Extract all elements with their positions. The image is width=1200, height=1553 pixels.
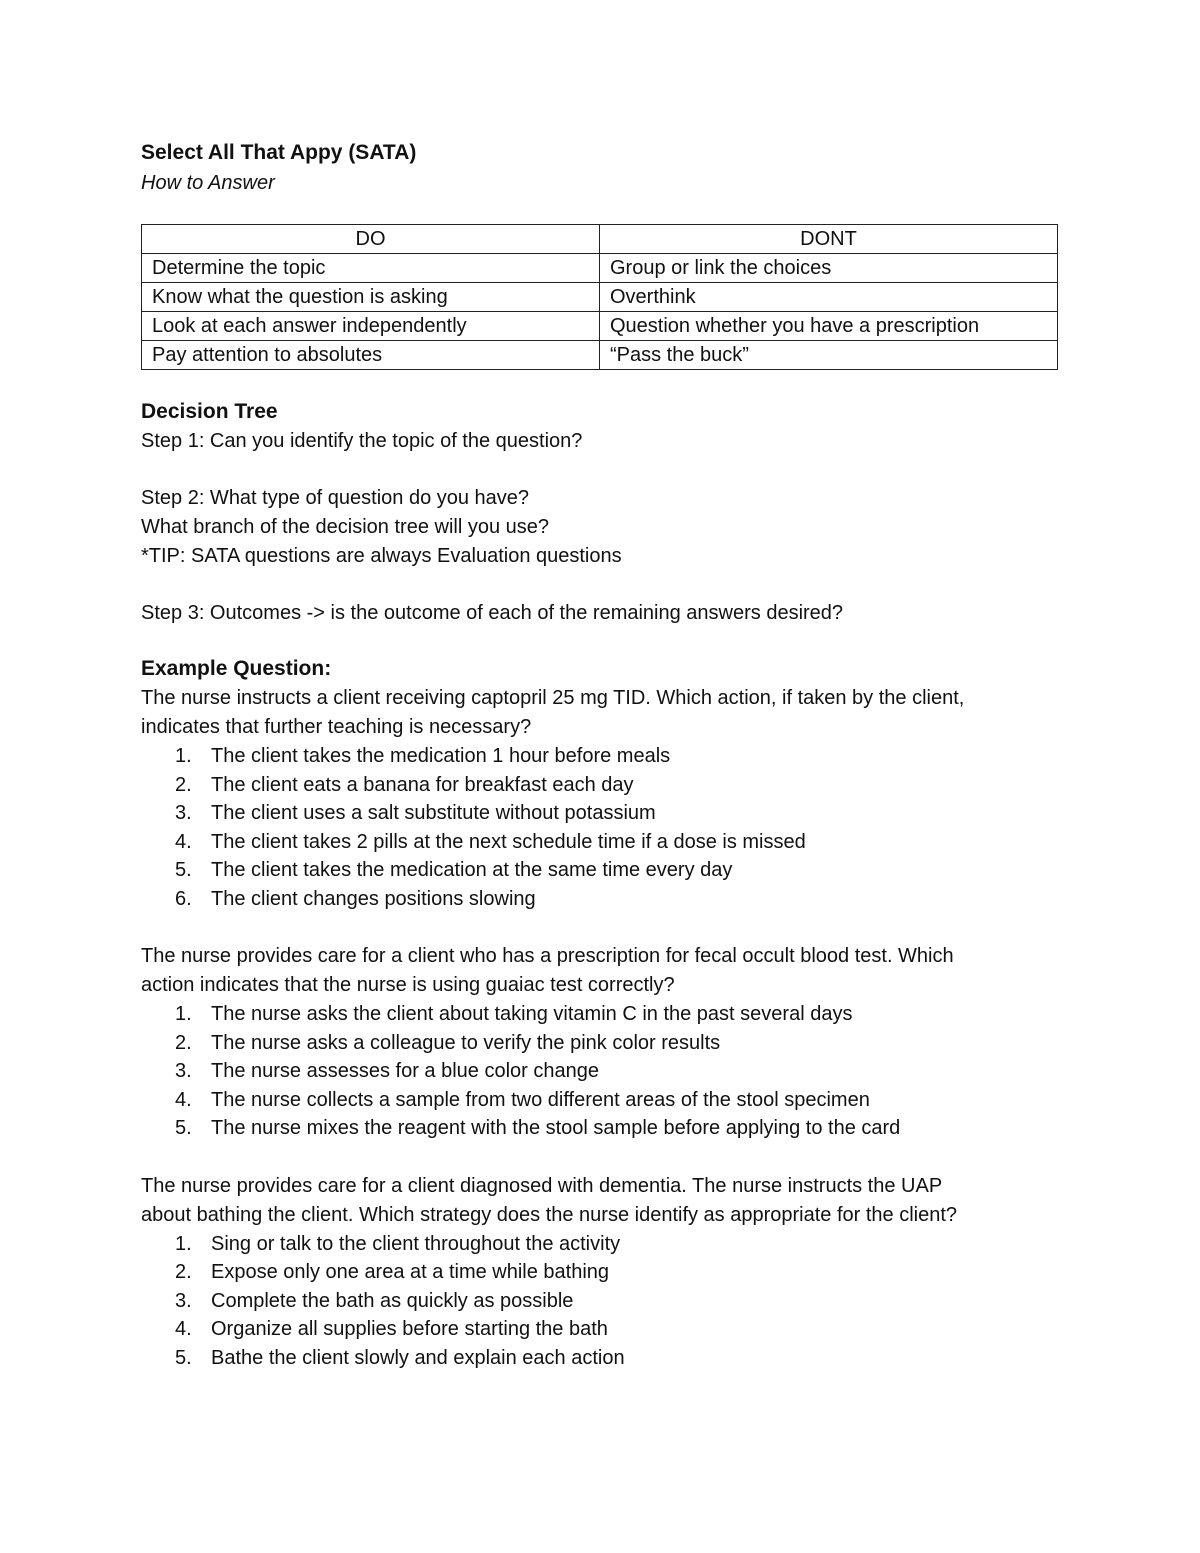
choice-number: 1.: [175, 1003, 192, 1025]
list-item: [141, 1086, 1061, 1115]
list-item: [141, 1029, 1061, 1058]
choice-number: 1.: [175, 745, 192, 767]
choice-number: 3.: [175, 802, 192, 824]
choice-number: 5.: [175, 1346, 192, 1369]
question-stem: indicates that further teaching is necessary?: [141, 716, 532, 738]
choice-number: 4.: [175, 1088, 192, 1111]
choice-text: Bathe the client slowly and explain each action: [211, 1346, 625, 1369]
table-header-row: [142, 225, 1058, 254]
choice-number: 3.: [175, 1060, 192, 1082]
list-item: [141, 742, 1061, 771]
choice-text: The nurse asks a colleague to verify the pink color results: [211, 1031, 721, 1054]
question-stem: about bathing the client. Which strategy does the nurse identify as appropriate for the client?: [141, 1203, 958, 1226]
question-stem: action indicates that the nurse is using guaiac test correctly?: [141, 974, 675, 996]
question-1: [141, 684, 1061, 913]
step-1: Step 1: Can you identify the topic of the question?: [141, 430, 583, 452]
choice-text: The client takes 2 pills at the next schedule time if a dose is missed: [211, 830, 806, 853]
list-item: [141, 771, 1061, 800]
table-cell-dont: Group or link the choices: [600, 254, 1058, 283]
list-item: [141, 1230, 1061, 1259]
choice-text: The nurse asks the client about taking vitamin C in the past several days: [211, 1003, 853, 1025]
choice-number: 2.: [175, 1261, 192, 1283]
choice-number: 2.: [175, 1031, 192, 1054]
choice-text: The client eats a banana for breakfast each day: [211, 773, 634, 796]
choice-text: The client uses a salt substitute without potassium: [211, 802, 656, 824]
choice-number: 2.: [175, 773, 192, 796]
list-item: [141, 1114, 1061, 1143]
step-2-branch: What branch of the decision tree will you use?: [141, 516, 549, 538]
answer-choices: [141, 742, 1061, 913]
question-stem: The nurse instructs a client receiving captopril 25 mg TID. Which action, if taken by the client,: [141, 687, 965, 709]
decision-tree-heading: Decision Tree: [141, 400, 278, 423]
question-stem: The nurse provides care for a client who has a prescription for fecal occult blood test. Which: [141, 945, 954, 967]
choice-number: 5.: [175, 859, 192, 881]
list-item: [141, 1287, 1061, 1316]
choice-number: 1.: [175, 1232, 192, 1255]
choice-text: Sing or talk to the client throughout the activity: [211, 1232, 621, 1255]
question-3: [141, 1172, 1061, 1373]
table-row: [142, 312, 1058, 341]
table-cell-dont: “Pass the buck”: [600, 341, 1058, 370]
question-stem: The nurse provides care for a client diagnosed with dementia. The nurse instructs the UAP: [141, 1174, 943, 1197]
choice-text: The nurse collects a sample from two different areas of the stool specimen: [211, 1088, 870, 1111]
answer-choices: [141, 1000, 1061, 1143]
step-2: Step 2: What type of question do you have?: [141, 487, 530, 509]
list-item: [141, 1258, 1061, 1287]
list-item: [141, 885, 1061, 914]
choice-text: The nurse mixes the reagent with the stool sample before applying to the card: [211, 1117, 901, 1139]
table-row: [142, 341, 1058, 370]
table-row: [142, 254, 1058, 283]
choice-number: 3.: [175, 1289, 192, 1312]
table-cell-do: Pay attention to absolutes: [142, 341, 600, 370]
table-row: [142, 283, 1058, 312]
table-header-do: DO: [142, 225, 600, 254]
choice-text: Expose only one area at a time while bathing: [211, 1261, 610, 1283]
table-cell-dont: Question whether you have a prescription: [600, 312, 1058, 341]
decision-tree-section: [141, 397, 1061, 654]
choice-number: 4.: [175, 1318, 192, 1340]
answer-choices: [141, 1230, 1061, 1373]
table-header-dont: DONT: [600, 225, 1058, 254]
list-item: [141, 799, 1061, 828]
table-cell-dont: Overthink: [600, 283, 1058, 312]
choice-text: The client takes the medication 1 hour before meals: [211, 745, 671, 767]
choice-text: Organize all supplies before starting the bath: [211, 1318, 608, 1340]
list-item: [141, 1057, 1061, 1086]
example-questions-section: [141, 654, 1061, 1372]
table-cell-do: Know what the question is asking: [142, 283, 600, 312]
step-3: Step 3: Outcomes -> is the outcome of each of the remaining answers desired?: [141, 602, 844, 624]
list-item: [141, 1315, 1061, 1344]
question-2: [141, 942, 1061, 1143]
document-page: [141, 138, 1061, 1372]
document-subtitle: How to Answer: [141, 172, 275, 194]
example-question-heading: Example Question:: [141, 657, 332, 680]
choice-text: The nurse assesses for a blue color change: [211, 1060, 599, 1082]
list-item: [141, 1344, 1061, 1373]
choice-number: 5.: [175, 1117, 192, 1139]
choice-number: 6.: [175, 887, 192, 910]
list-item: [141, 1000, 1061, 1029]
list-item: [141, 856, 1061, 885]
table-cell-do: Look at each answer independently: [142, 312, 600, 341]
choice-text: Complete the bath as quickly as possible: [211, 1289, 574, 1312]
do-dont-table: [141, 224, 1058, 370]
document-title: Select All That Appy (SATA): [141, 141, 417, 164]
table-cell-do: Determine the topic: [142, 254, 600, 283]
choice-text: The client takes the medication at the same time every day: [211, 859, 733, 881]
step-2-tip: *TIP: SATA questions are always Evaluation questions: [141, 545, 622, 567]
list-item: [141, 828, 1061, 857]
choice-text: The client changes positions slowing: [211, 887, 536, 910]
choice-number: 4.: [175, 830, 192, 853]
